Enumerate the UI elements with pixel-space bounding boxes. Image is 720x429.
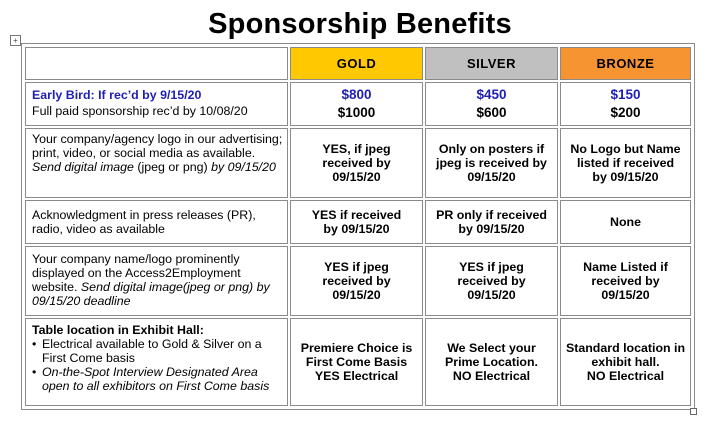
header-gold: GOLD	[290, 47, 423, 80]
gold-price-cell	[290, 82, 423, 126]
website-send-image: Send digital image(jpeg or png) by 09/15/20 deadline	[32, 280, 270, 308]
bronze-early-price: $150	[610, 87, 641, 102]
early-bird-title: Early Bird:	[32, 88, 95, 102]
sponsorship-table	[21, 43, 695, 410]
early-bird-label-cell	[25, 82, 288, 126]
bronze-price-cell	[560, 82, 691, 126]
bronze-exhibit: Standard location in exhibit hall. NO Electrical	[560, 318, 691, 406]
silver-exhibit: We Select your Prime Location. NO Electrical	[425, 318, 558, 406]
bronze-website: Name Listed if received by 09/15/20	[560, 246, 691, 316]
gold-press: YES if received by 09/15/20	[290, 200, 423, 244]
early-bird-date: If rec’d by 9/15/20	[94, 88, 202, 102]
gold-exhibit: Premiere Choice is First Come Basis YES Electrical	[290, 318, 423, 406]
header-bronze: BRONZE	[560, 47, 691, 80]
website-label-cell	[25, 246, 288, 316]
silver-price-cell	[425, 82, 558, 126]
gold-website: YES if jpeg received by 09/15/20	[290, 246, 423, 316]
bullet-icon: •	[32, 365, 37, 379]
gold-early-price: $800	[341, 87, 372, 102]
gold-logo-ads: YES, if jpeg received by 09/15/20	[290, 128, 423, 198]
logo-ads-label-cell	[25, 128, 288, 198]
bullet-icon: •	[32, 337, 37, 351]
silver-early-price: $450	[476, 87, 507, 102]
press-label-cell: Acknowledgment in press releases (PR), radio, video as available	[25, 200, 288, 244]
silver-press: PR only if received by 09/15/20	[425, 200, 558, 244]
gold-full-price: $1000	[337, 105, 376, 120]
bronze-logo-ads: No Logo but Name listed if received by 09/15/20	[560, 128, 691, 198]
website-text: Your company name/logo prominently displayed on the Access2Employment website.	[32, 252, 241, 294]
silver-full-price: $600	[476, 105, 507, 120]
bronze-press: None	[560, 200, 691, 244]
logo-ads-deadline: by 09/15/20	[207, 160, 276, 174]
bronze-full-price: $200	[610, 105, 641, 120]
full-paid-label: Full paid sponsorship rec’d by 10/08/20	[32, 104, 248, 118]
page-title: Sponsorship Benefits	[208, 8, 512, 40]
silver-website: YES if jpeg received by 09/15/20	[425, 246, 558, 316]
logo-ads-text: Your company/agency logo in our advertising; print, video, or social media as available.	[32, 132, 283, 160]
silver-logo-ads: Only on posters if jpeg is received by 09/15/20	[425, 128, 558, 198]
logo-ads-send-image: Send digital image	[32, 160, 134, 174]
table-resize-handle[interactable]	[690, 408, 697, 415]
exhibit-label-cell	[25, 318, 288, 406]
move-handle-icon[interactable]: +	[10, 35, 21, 46]
header-empty-cell	[25, 47, 288, 80]
header-silver: SILVER	[425, 47, 558, 80]
exhibit-bullet-electrical: • Electrical available to Gold & Silver on a First Come basis	[32, 337, 262, 365]
logo-ads-format: (jpeg or png)	[133, 160, 208, 174]
exhibit-bullet-interview: • On-the-Spot Interview Designated Area open to all exhibitors on First Come basis	[32, 365, 270, 393]
exhibit-title: Table location in Exhibit Hall:	[32, 323, 204, 337]
